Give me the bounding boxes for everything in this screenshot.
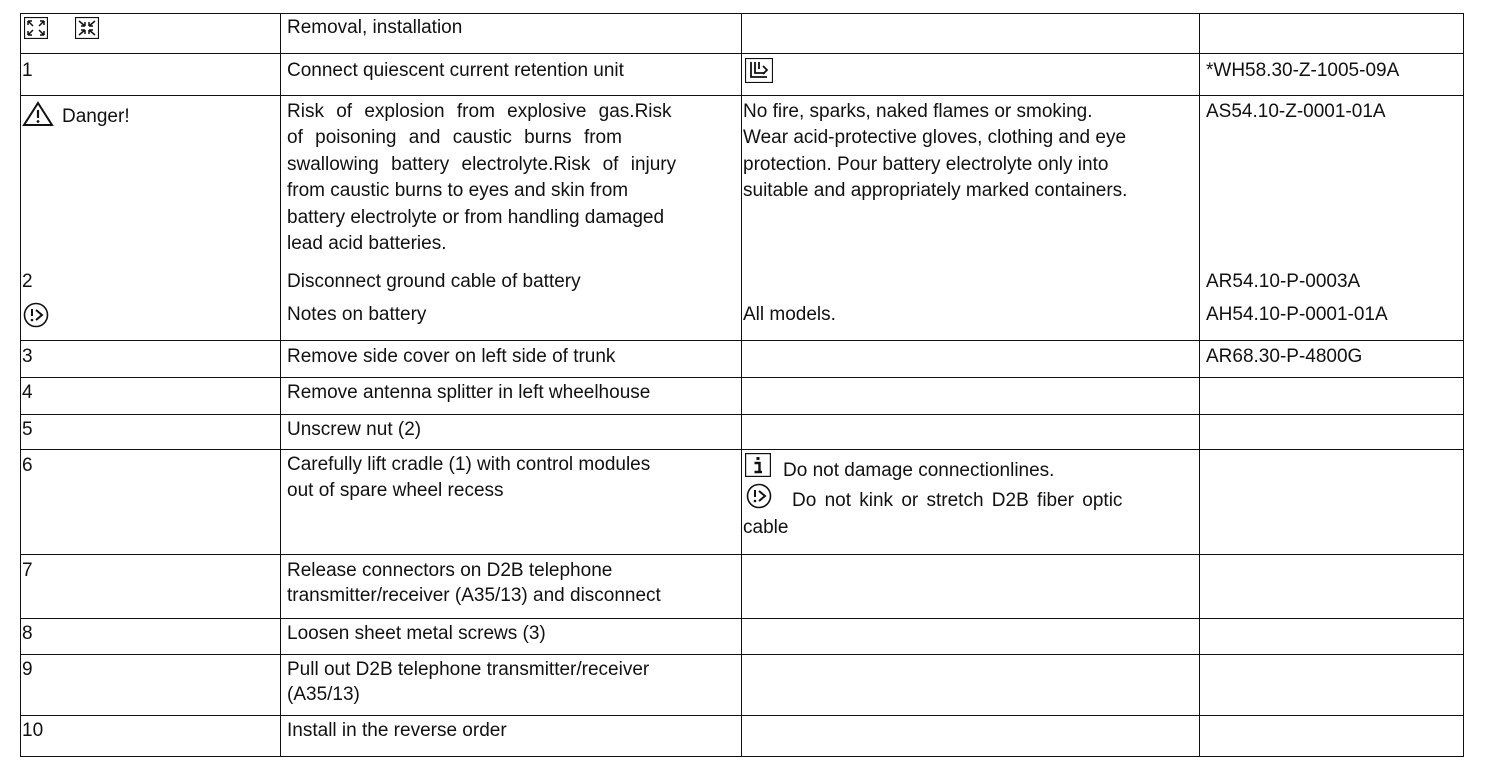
document-reference[interactable]: AR68.30-P-4800G <box>1206 346 1363 367</box>
step-number: 3 <box>22 346 33 367</box>
step-action-line: out of spare wheel recess <box>287 480 504 502</box>
table-rule <box>20 340 1464 341</box>
step-action-line: transmitter/receiver (A35/13) and disconnect <box>287 585 661 606</box>
table-rule <box>20 654 1464 655</box>
warning-triangle-icon <box>22 101 54 127</box>
danger-text <box>287 99 735 257</box>
table-rule <box>1463 13 1464 757</box>
expand-icon[interactable] <box>24 17 48 39</box>
table-rule <box>1199 13 1200 757</box>
danger-text-line: battery electrolyte or from handling damaged <box>287 206 665 228</box>
connector-icon <box>745 58 773 83</box>
caution-note: cable <box>743 517 789 538</box>
safety-measures-line: suitable and appropriately marked containers. <box>743 180 1128 202</box>
danger-label: Danger! <box>62 106 130 127</box>
document-reference[interactable]: AS54.10-Z-0001-01A <box>1206 101 1386 122</box>
table-rule <box>20 449 1464 450</box>
danger-text-line: Risk of explosion from explosive gas.Risk <box>287 101 672 122</box>
procedure-table <box>20 13 1464 757</box>
caution-note: Do not kink or stretch D2B fiber optic <box>792 490 1123 511</box>
table-rule <box>741 13 742 757</box>
step-number: 6 <box>22 455 33 476</box>
danger-text-line: swallowing battery electrolyte.Risk of injury <box>287 153 677 175</box>
danger-text-line: of poisoning and caustic burns from <box>287 127 622 149</box>
step-number: 8 <box>22 623 33 644</box>
step-note: All models. <box>743 304 836 325</box>
step-action: Unscrew nut (2) <box>287 419 422 440</box>
table-rule <box>20 414 1464 415</box>
table-rule <box>20 377 1464 378</box>
table-rule <box>20 13 1464 14</box>
table-rule <box>280 13 281 757</box>
danger-text-line: lead acid batteries. <box>287 233 447 255</box>
note-arrow-icon <box>22 302 50 328</box>
safety-measures <box>743 99 1198 205</box>
step-action-line: (A35/13) <box>287 684 360 705</box>
step-action: Connect quiescent current retention unit <box>287 60 624 81</box>
table-rule <box>20 756 1464 757</box>
step-action-line: Release connectors on D2B telephone <box>287 560 613 581</box>
info-note: Do not damage connectionlines. <box>783 460 1055 481</box>
info-icon <box>745 453 771 477</box>
table-rule <box>20 715 1464 716</box>
step-action: Remove side cover on left side of trunk <box>287 346 616 367</box>
step-action: Remove antenna splitter in left wheelhouse <box>287 382 651 403</box>
step-number: 7 <box>22 560 33 581</box>
step-action <box>287 657 735 707</box>
section-title: Removal, installation <box>287 17 463 38</box>
table-rule <box>20 618 1464 619</box>
step-action: Notes on battery <box>287 304 427 325</box>
safety-measures-line: No fire, sparks, naked flames or smoking. <box>743 101 1093 122</box>
step-number: 2 <box>22 271 33 292</box>
table-rule <box>20 554 1464 555</box>
step-number: 5 <box>22 419 33 440</box>
step-number: 10 <box>22 720 44 741</box>
collapse-icon[interactable] <box>75 17 99 39</box>
step-action: Loosen sheet metal screws (3) <box>287 623 546 644</box>
step-number: 9 <box>22 659 33 680</box>
step-number: 4 <box>22 382 33 403</box>
step-action-line: Carefully lift cradle (1) with control modules <box>287 454 651 475</box>
step-action <box>287 452 735 505</box>
safety-measures-line: Wear acid-protective gloves, clothing and eye <box>743 127 1127 149</box>
step-action <box>287 558 735 608</box>
document-reference[interactable]: AR54.10-P-0003A <box>1206 271 1361 292</box>
table-rule <box>20 13 21 757</box>
step-number: 1 <box>22 60 33 81</box>
step-action: Disconnect ground cable of battery <box>287 271 581 292</box>
table-rule <box>20 95 1464 96</box>
table-rule <box>20 53 1464 54</box>
document-reference[interactable]: *WH58.30-Z-1005-09A <box>1206 60 1400 81</box>
step-action: Install in the reverse order <box>287 720 507 741</box>
note-arrow-icon <box>745 483 773 509</box>
step-action-line: Pull out D2B telephone transmitter/receiver <box>287 659 650 680</box>
danger-text-line: from caustic burns to eyes and skin from <box>287 180 629 202</box>
document-reference[interactable]: AH54.10-P-0001-01A <box>1206 304 1388 325</box>
safety-measures-line: protection. Pour battery electrolyte only into <box>743 153 1109 175</box>
